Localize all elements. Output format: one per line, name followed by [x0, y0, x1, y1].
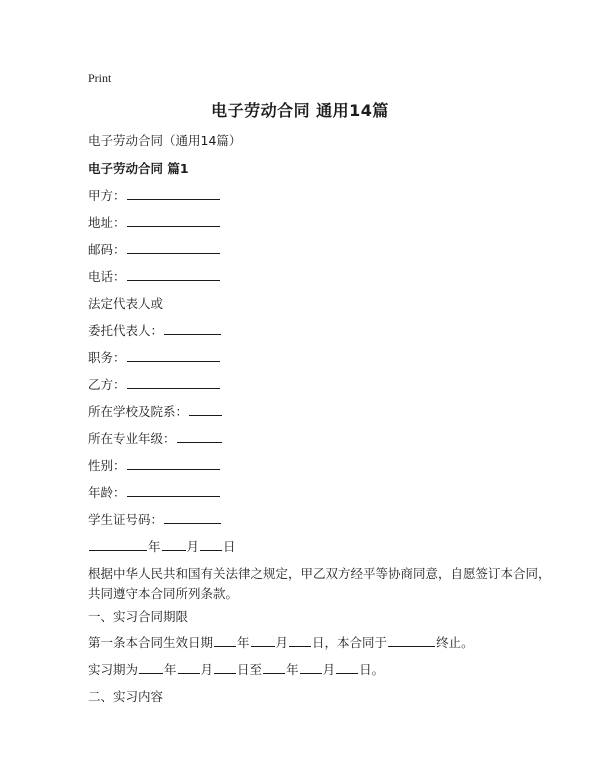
field-age-label: 年龄： — [88, 485, 126, 500]
section-heading: 电子劳动合同 篇1 — [88, 161, 189, 176]
field-party-b — [88, 377, 221, 393]
article-one-year: 年 — [237, 635, 250, 650]
date-month-label: 月 — [186, 539, 200, 554]
period-day-end: 日。 — [359, 662, 385, 677]
field-student-id — [88, 512, 222, 528]
article-one-end-blank — [388, 635, 435, 647]
internship-period — [88, 662, 384, 678]
period-day-blank — [214, 662, 236, 674]
period-month2-blank — [300, 662, 322, 674]
field-address — [88, 215, 221, 231]
gender-blank — [127, 458, 220, 470]
field-party-b-label: 乙方： — [88, 377, 126, 392]
article-one-day: 日，本合同于 — [312, 635, 388, 650]
field-gender — [88, 458, 221, 474]
field-position-label: 职务： — [88, 350, 126, 365]
field-party-a — [88, 188, 221, 204]
section-two-heading: 二、实习内容 — [88, 689, 164, 704]
date-month-blank — [162, 539, 186, 551]
preamble-paragraph: 根据中华人民共和国有关法律之规定，甲乙双方经平等协商同意，自愿签订本合同，共同遵守本合同所列条款。 — [88, 566, 551, 601]
field-legal-rep: 法定代表人或 — [88, 296, 164, 311]
page-title: 电子劳动合同 通用14篇 — [211, 101, 389, 120]
field-phone — [88, 269, 221, 285]
period-day-to: 日至 — [237, 662, 263, 677]
party-a-blank — [127, 188, 220, 200]
field-party-a-label: 甲方： — [88, 188, 126, 203]
article-one-month-blank — [251, 635, 275, 647]
school-blank — [189, 404, 222, 416]
field-school-label: 所在学校及院系： — [88, 404, 189, 419]
article-one-end: 终止。 — [436, 635, 474, 650]
postcode-blank — [127, 242, 220, 254]
address-blank — [127, 215, 220, 227]
date-line — [88, 539, 236, 555]
period-day2-blank — [336, 662, 358, 674]
subtitle: 电子劳动合同（通用14篇） — [88, 133, 242, 148]
position-blank — [127, 350, 220, 362]
field-postcode — [88, 242, 221, 258]
field-agent-label: 委托代表人： — [88, 323, 164, 338]
period-year2-blank — [263, 662, 285, 674]
agent-blank — [164, 323, 221, 335]
phone-blank — [127, 269, 220, 281]
age-blank — [127, 485, 220, 497]
article-one-prefix: 第一条本合同生效日期 — [88, 635, 214, 650]
field-major — [88, 431, 223, 447]
period-month2: 月 — [322, 662, 336, 677]
period-year-blank — [139, 662, 163, 674]
date-year-label: 年 — [148, 539, 161, 554]
field-student-id-label: 学生证号码： — [88, 512, 164, 527]
party-b-blank — [127, 377, 220, 389]
internship-period-prefix: 实习期为 — [88, 662, 139, 677]
field-gender-label: 性别： — [88, 458, 126, 473]
period-month-blank — [178, 662, 200, 674]
period-year2: 年 — [286, 662, 299, 677]
print-link[interactable]: Print — [88, 71, 112, 85]
article-one-month: 月 — [275, 635, 289, 650]
field-address-label: 地址： — [88, 215, 126, 230]
article-one — [88, 635, 474, 651]
date-year-blank — [89, 539, 147, 551]
field-postcode-label: 邮码： — [88, 242, 126, 257]
date-day-blank — [200, 539, 222, 551]
field-school — [88, 404, 223, 420]
field-agent — [88, 323, 222, 339]
period-month: 月 — [200, 662, 214, 677]
article-one-day-blank — [289, 635, 311, 647]
field-position — [88, 350, 221, 366]
field-major-label: 所在专业年级： — [88, 431, 176, 446]
period-year: 年 — [164, 662, 177, 677]
major-blank — [177, 431, 222, 443]
article-one-year-blank — [214, 635, 236, 647]
student-id-blank — [164, 512, 221, 524]
section-one-heading: 一、实习合同期限 — [88, 609, 189, 624]
field-age — [88, 485, 221, 501]
date-day-label: 日 — [223, 539, 236, 554]
field-phone-label: 电话： — [88, 269, 126, 284]
